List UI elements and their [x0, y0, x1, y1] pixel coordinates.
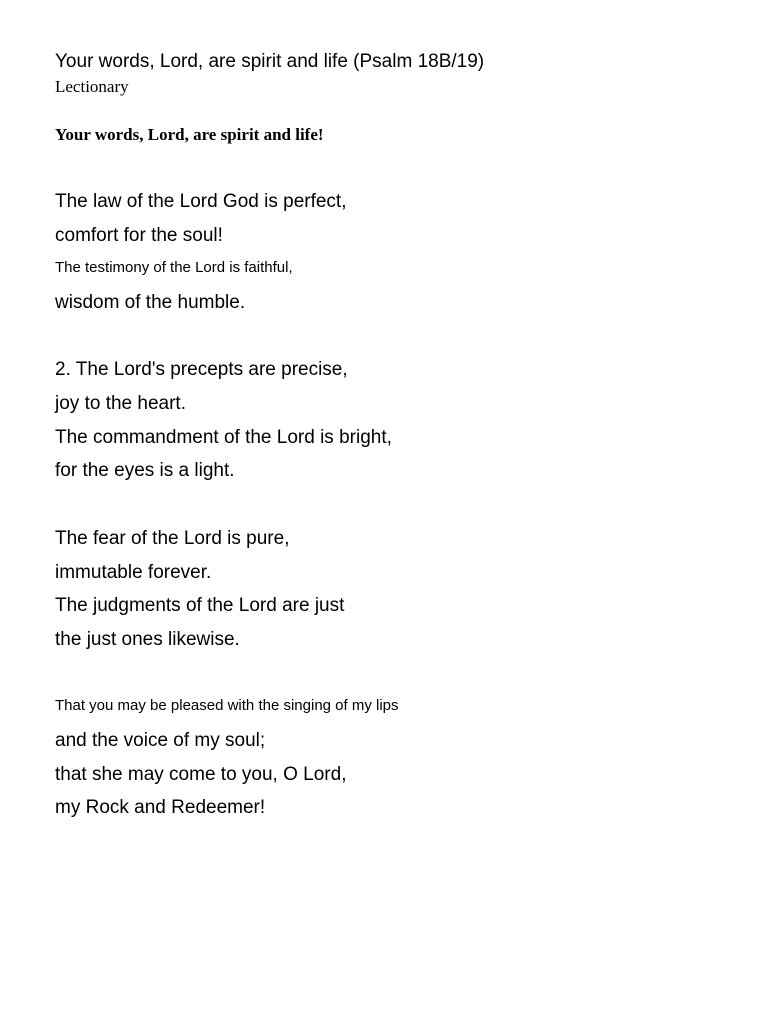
verse-line: 2. The Lord's precepts are precise, — [55, 359, 348, 380]
verse-line: wisdom of the humble. — [55, 292, 246, 313]
verse-line: The fear of the Lord is pure, — [55, 528, 290, 549]
verse-line: immutable forever. — [55, 562, 212, 583]
verse-line: for the eyes is a light. — [55, 460, 235, 481]
document-subtitle: Lectionary — [55, 77, 129, 96]
verse-line: joy to the heart. — [55, 393, 186, 414]
verse-line: the just ones likewise. — [55, 629, 240, 650]
verse-line: The commandment of the Lord is bright, — [55, 427, 392, 448]
verse-line: comfort for the soul! — [55, 225, 223, 246]
verse-line: and the voice of my soul; — [55, 730, 266, 751]
document-title: Your words, Lord, are spirit and life (Psalm 18B/19) — [55, 51, 485, 72]
verse-line: That you may be pleased with the singing of my lips — [55, 697, 399, 714]
verse-line: The testimony of the Lord is faithful, — [55, 259, 293, 276]
verse-line: The judgments of the Lord are just — [55, 595, 345, 616]
verse-line: that she may come to you, O Lord, — [55, 764, 347, 785]
refrain: Your words, Lord, are spirit and life! — [55, 125, 324, 144]
verse-line: my Rock and Redeemer! — [55, 797, 266, 818]
verse-line: The law of the Lord God is perfect, — [55, 191, 347, 212]
